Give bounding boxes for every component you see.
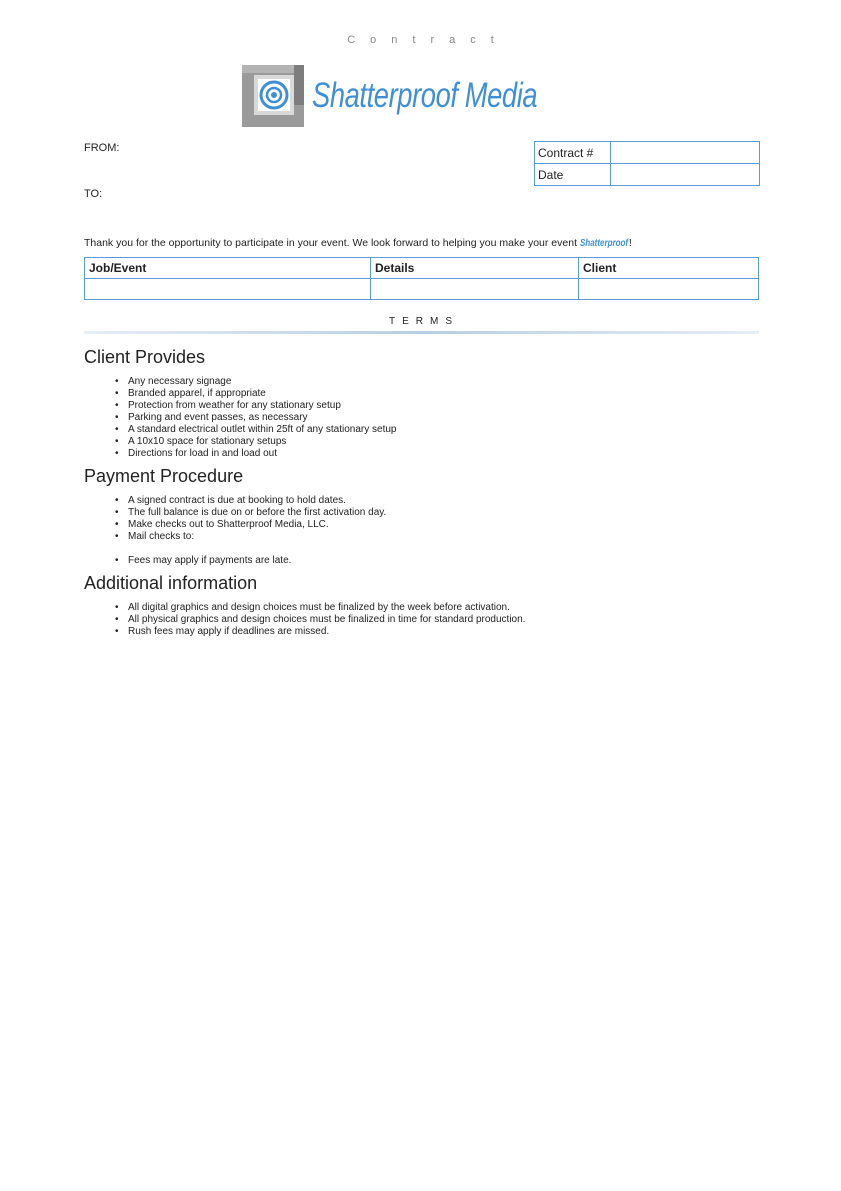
contract-number-label: Contract #	[535, 142, 611, 164]
list-item: • Make checks out to Shatterproof Media, LLC.	[128, 519, 386, 531]
section-title-payment-procedure: Payment Procedure	[84, 466, 244, 486]
details-cell[interactable]	[371, 279, 579, 300]
client-provides-list	[128, 376, 397, 460]
intro-text	[84, 237, 632, 249]
table-row	[535, 142, 760, 164]
table-header-row	[85, 258, 759, 279]
contract-number-field[interactable]	[611, 142, 760, 164]
table-row	[85, 279, 759, 300]
list-item: • A signed contract is due at booking to hold dates.	[128, 495, 386, 507]
terms-divider	[84, 331, 759, 334]
company-logo-text: Shatterproof Media	[312, 76, 538, 115]
list-item: • Protection from weather for any stationary setup	[128, 400, 397, 412]
job-event-cell[interactable]	[85, 279, 371, 300]
client-cell[interactable]	[579, 279, 759, 300]
terms-heading: TERMS	[389, 316, 459, 327]
mailing-address-blank	[128, 543, 386, 555]
job-details-table	[84, 257, 759, 300]
intro-sentence: Thank you for the opportunity to participate in your event. We look forward to helping you make your event	[84, 237, 580, 249]
list-item: • Any necessary signage	[128, 376, 397, 388]
to-label: TO:	[84, 188, 103, 200]
contract-meta-table	[534, 141, 760, 186]
list-item: • Parking and event passes, as necessary	[128, 412, 397, 424]
list-item: • Fees may apply if payments are late.	[128, 555, 386, 567]
table-row	[535, 164, 760, 186]
inline-brand-logo: Shatterproof	[579, 238, 628, 249]
list-item: • A standard electrical outlet within 25ft of any stationary setup	[128, 424, 397, 436]
payment-procedure-list	[128, 495, 386, 567]
list-item: • Mail checks to:	[128, 531, 386, 543]
column-header-details: Details	[371, 258, 579, 279]
list-item: • The full balance is due on or before the first activation day.	[128, 507, 386, 519]
list-item: • A 10x10 space for stationary setups	[128, 436, 397, 448]
from-label: FROM:	[84, 142, 120, 154]
list-item: • Branded apparel, if appropriate	[128, 388, 397, 400]
list-item: • Directions for load in and load out	[128, 448, 397, 460]
intro-suffix: !	[628, 237, 632, 249]
additional-information-list	[128, 602, 525, 638]
date-field[interactable]	[611, 164, 760, 186]
section-title-additional-information: Additional information	[84, 573, 258, 593]
list-item: • All physical graphics and design choices must be finalized in time for standard production.	[128, 614, 525, 626]
column-header-job-event: Job/Event	[85, 258, 371, 279]
section-title-client-provides: Client Provides	[84, 347, 206, 367]
list-item: • Rush fees may apply if deadlines are missed.	[128, 626, 525, 638]
list-item: • All digital graphics and design choices must be finalized by the week before activation.	[128, 602, 525, 614]
page-title: Contract	[347, 34, 509, 46]
column-header-client: Client	[579, 258, 759, 279]
date-label: Date	[535, 164, 611, 186]
